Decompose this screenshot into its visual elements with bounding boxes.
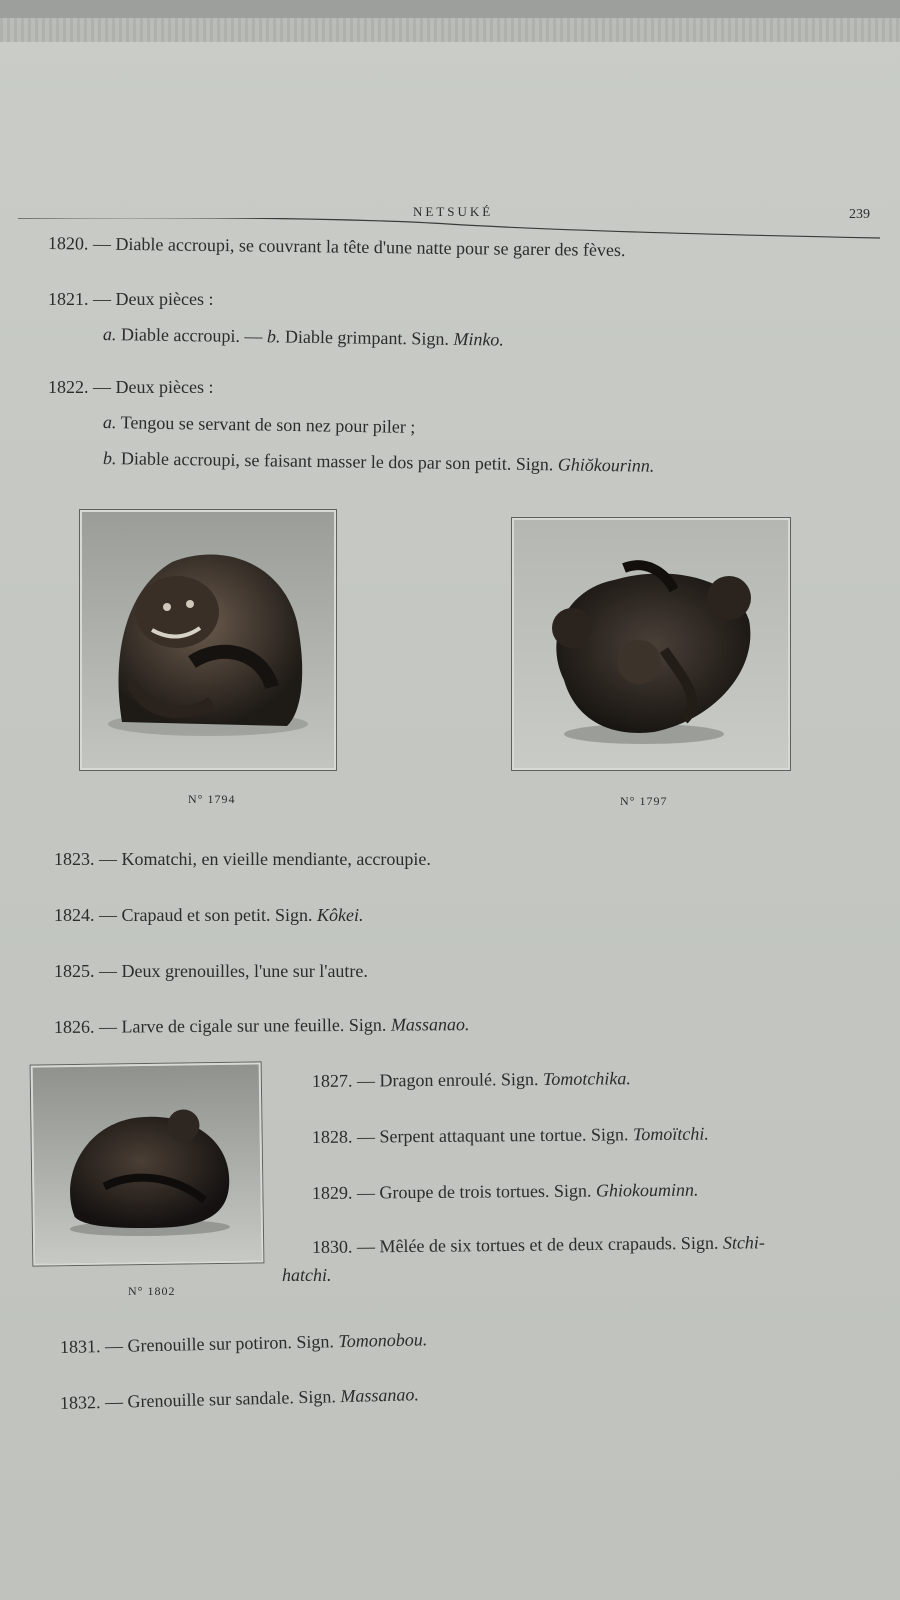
signature: Kôkei.: [316, 905, 364, 925]
entry-text: — Crapaud et son petit. Sign.: [94, 905, 317, 925]
entry-number: 1822.: [48, 377, 89, 397]
entry-number: 1827.: [311, 1070, 353, 1091]
entry-number: 1830.: [311, 1236, 353, 1257]
entry-text: — Groupe de trois tortues. Sign.: [352, 1180, 597, 1203]
entry-1830-continuation: hatchi.: [282, 1265, 332, 1285]
entry-1823: [54, 848, 431, 870]
entry-1830: [312, 1231, 765, 1258]
entry-text: — Deux grenouilles, l'une sur l'autre.: [94, 961, 368, 981]
photo-1794: [80, 510, 336, 770]
entry-text: — Mêlée de six tortues et de deux crapauds. Sign.: [352, 1232, 723, 1257]
item-letter-b: b.: [102, 448, 117, 469]
signature: Tomoïtchi.: [632, 1123, 709, 1145]
signature: Minko.: [453, 328, 505, 350]
item-text-a: Diable accroupi. —: [116, 324, 268, 347]
netsuke-demon-figure: [82, 512, 334, 768]
photo-1797: [512, 518, 790, 770]
entry-1826: [54, 1013, 470, 1038]
page-number: 239: [849, 207, 870, 222]
running-head-title: NETSUKÉ: [413, 204, 494, 219]
signature: Massanao.: [340, 1384, 420, 1407]
entry-1825: [54, 960, 368, 982]
netsuke-demon-group: [514, 520, 788, 768]
photo-1802: [31, 1062, 264, 1265]
entry-number: 1832.: [59, 1392, 101, 1413]
entry-number: 1828.: [311, 1126, 353, 1147]
photo-caption-1802: N° 1802: [128, 1284, 176, 1298]
entry-1821-items: [103, 324, 504, 351]
item-text-b: Diable accroupi, se faisant masser le dos par son petit. Sign.: [116, 448, 558, 475]
entry-text: — Serpent attaquant une tortue. Sign.: [352, 1124, 634, 1147]
entry-text: — Deux pièces :: [88, 377, 214, 397]
entry-text: — Grenouille sur potiron. Sign.: [100, 1331, 339, 1357]
entry-1822-item-a: [103, 412, 416, 438]
entry-number: 1824.: [54, 905, 95, 925]
entry-text: — Deux pièces :: [88, 289, 214, 309]
item-letter-b: b.: [266, 326, 281, 347]
signature: Tomonobou.: [338, 1329, 428, 1352]
entry-1824: [54, 904, 363, 926]
item-text-b: Diable grimpant. Sign.: [280, 326, 454, 349]
photo-caption-1794: N° 1794: [188, 792, 236, 806]
signature: Ghiŏkourinn.: [557, 454, 655, 476]
entry-number: 1823.: [54, 849, 95, 869]
page-edge-background: [0, 18, 900, 42]
entry-text: — Diable accroupi, se couvrant la tête d'une natte pour se garer des fèves.: [88, 233, 626, 261]
signature: Tomotchika.: [542, 1068, 631, 1089]
entry-1821: [48, 288, 213, 310]
entry-text: — Komatchi, en vieille mendiante, accroupie.: [94, 849, 431, 869]
entry-1827: [312, 1067, 631, 1092]
entry-text: — Grenouille sur sandale. Sign.: [100, 1386, 341, 1413]
entry-number: 1825.: [54, 961, 95, 981]
netsuke-rat-figure: [33, 1064, 262, 1263]
entry-1829: [312, 1179, 699, 1204]
book-page: [0, 18, 900, 1600]
signature: Stchi-: [722, 1232, 765, 1253]
entry-number: 1826.: [53, 1016, 95, 1037]
entry-number: 1829.: [311, 1182, 353, 1203]
entry-text: — Dragon enroulé. Sign.: [352, 1068, 544, 1091]
entry-number: 1821.: [48, 289, 89, 309]
entry-number: 1820.: [47, 233, 89, 254]
entry-1822: [48, 376, 213, 398]
item-letter-a: a.: [102, 324, 117, 345]
item-text-a: Tengou se servant de son nez pour piler ;: [116, 412, 416, 437]
photo-caption-1797: N° 1797: [620, 794, 668, 808]
entry-1831: [60, 1328, 428, 1358]
entry-number: 1831.: [59, 1336, 101, 1357]
entry-text: — Larve de cigale sur une feuille. Sign.: [94, 1014, 391, 1037]
signature: Massanao.: [390, 1014, 470, 1035]
entry-1828: [312, 1123, 709, 1148]
entry-1822-item-b: [103, 448, 655, 477]
entry-1832: [60, 1383, 419, 1414]
signature: Ghiokouminn.: [595, 1179, 699, 1201]
item-letter-a: a.: [102, 412, 117, 433]
